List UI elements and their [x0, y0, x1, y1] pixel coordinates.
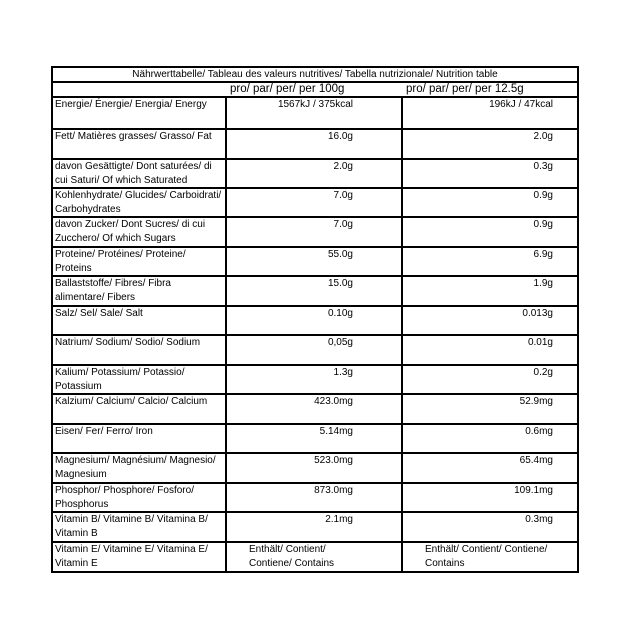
value-per-serving: 109.1mg [514, 485, 553, 496]
value-per-100g: 55.0g [227, 248, 403, 275]
value-per-serving: 0.9g [533, 219, 553, 230]
value-per-serving: 1.9g [533, 278, 553, 289]
value-per-100g: 7.0g [227, 189, 403, 216]
table-row [53, 128, 577, 158]
value-per-serving: 0.3mg [525, 514, 553, 525]
value-per-100g: Enthält/ Contient/ Contiene/ Contains [227, 543, 403, 571]
table-row [53, 98, 577, 128]
nutrient-label: Kohlenhydrate/ Glucides/ Carboidrati/ Carbohydrates [53, 189, 227, 216]
nutrient-label: Salz/ Sel/ Sale/ Salt [53, 307, 227, 334]
value-per-100g: 2.1mg [227, 513, 403, 541]
value-per-100g: 7.0g [227, 218, 403, 246]
table-row [53, 187, 577, 216]
table-row [53, 158, 577, 187]
value-per-serving: 0.6mg [525, 426, 553, 437]
column-header-per-serving: pro/ par/ per/ per 12.5g [406, 83, 524, 95]
value-per-serving: 65.4mg [519, 455, 553, 466]
nutrient-label: davon Gesättigte/ Dont saturées/ di cui Saturi/ Of which Saturated [53, 160, 227, 187]
nutrient-label: Magnesium/ Magnésium/ Magnesio/ Magnesium [53, 454, 227, 482]
value-per-serving: 0.3g [533, 161, 553, 172]
table-row [53, 423, 577, 452]
value-per-serving: 0.2g [533, 367, 553, 378]
nutrient-label: Kalzium/ Calcium/ Calcio/ Calcium [53, 395, 227, 423]
value-per-100g: 1567kJ / 375kcal [227, 98, 403, 128]
column-header-per-100g: pro/ par/ per/ per 100g [230, 83, 345, 95]
table-row [53, 482, 577, 511]
value-per-100g: 0.10g [227, 307, 403, 334]
table-row [53, 393, 577, 423]
value-per-serving: Enthält/ Contient/ Contiene/ Contains [425, 544, 548, 569]
table-row [53, 305, 577, 334]
value-per-100g: 5.14mg [227, 425, 403, 452]
nutrient-label: davon Zucker/ Dont Sucres/ di cui Zucchero/ Of which Sugars [53, 218, 227, 246]
value-per-serving: 0.01g [527, 337, 553, 348]
value-per-100g: 873.0mg [227, 484, 403, 511]
nutrient-label: Ballaststoffe/ Fibres/ Fibra alimentare/ Fibers [53, 277, 227, 305]
value-per-100g: 15.0g [227, 277, 403, 305]
value-per-100g: 2.0g [227, 160, 403, 187]
table-row [53, 364, 577, 393]
value-per-100g: 1.3g [227, 366, 403, 393]
table-row [53, 216, 577, 246]
value-per-serving: 0.9g [533, 190, 553, 201]
table-title: Nährwerttabelle/ Tableau des valeurs nutritives/ Tabella nutrizionale/ Nutrition table [53, 68, 577, 83]
nutrient-label: Proteine/ Protéines/ Proteine/ Proteins [53, 248, 227, 275]
value-per-100g: 423.0mg [227, 395, 403, 423]
nutrient-label: Eisen/ Fer/ Ferro/ Iron [53, 425, 227, 452]
nutrient-label: Vitamin E/ Vitamine E/ Vitamina E/ Vitamin E [53, 543, 227, 571]
value-per-serving: 52.9mg [519, 396, 553, 407]
nutrient-label: Natrium/ Sodium/ Sodio/ Sodium [53, 336, 227, 364]
table-row [53, 275, 577, 305]
nutrient-label: Vitamin B/ Vitamine B/ Vitamina B/ Vitamin B [53, 513, 227, 541]
value-per-serving: 196kJ / 47kcal [489, 99, 553, 110]
table-row [53, 334, 577, 364]
value-per-serving: 6.9g [533, 249, 553, 260]
table-row [53, 541, 577, 571]
table-row [53, 511, 577, 541]
table-row [53, 452, 577, 482]
nutrient-label: Energie/ Énergie/ Energia/ Energy [53, 98, 227, 128]
value-per-100g: 16.0g [227, 130, 403, 158]
table-row [53, 246, 577, 275]
nutrition-table [51, 66, 579, 573]
value-per-100g: 0,05g [227, 336, 403, 364]
column-header-row [53, 83, 577, 98]
value-per-serving: 2.0g [533, 131, 553, 142]
value-per-serving: 0.013g [522, 308, 553, 319]
nutrient-label: Fett/ Matières grasses/ Grasso/ Fat [53, 130, 227, 158]
value-per-100g: 523.0mg [227, 454, 403, 482]
nutrient-label: Phosphor/ Phosphore/ Fosforo/ Phosphorus [53, 484, 227, 511]
nutrient-label: Kalium/ Potassium/ Potassio/ Potassium [53, 366, 227, 393]
